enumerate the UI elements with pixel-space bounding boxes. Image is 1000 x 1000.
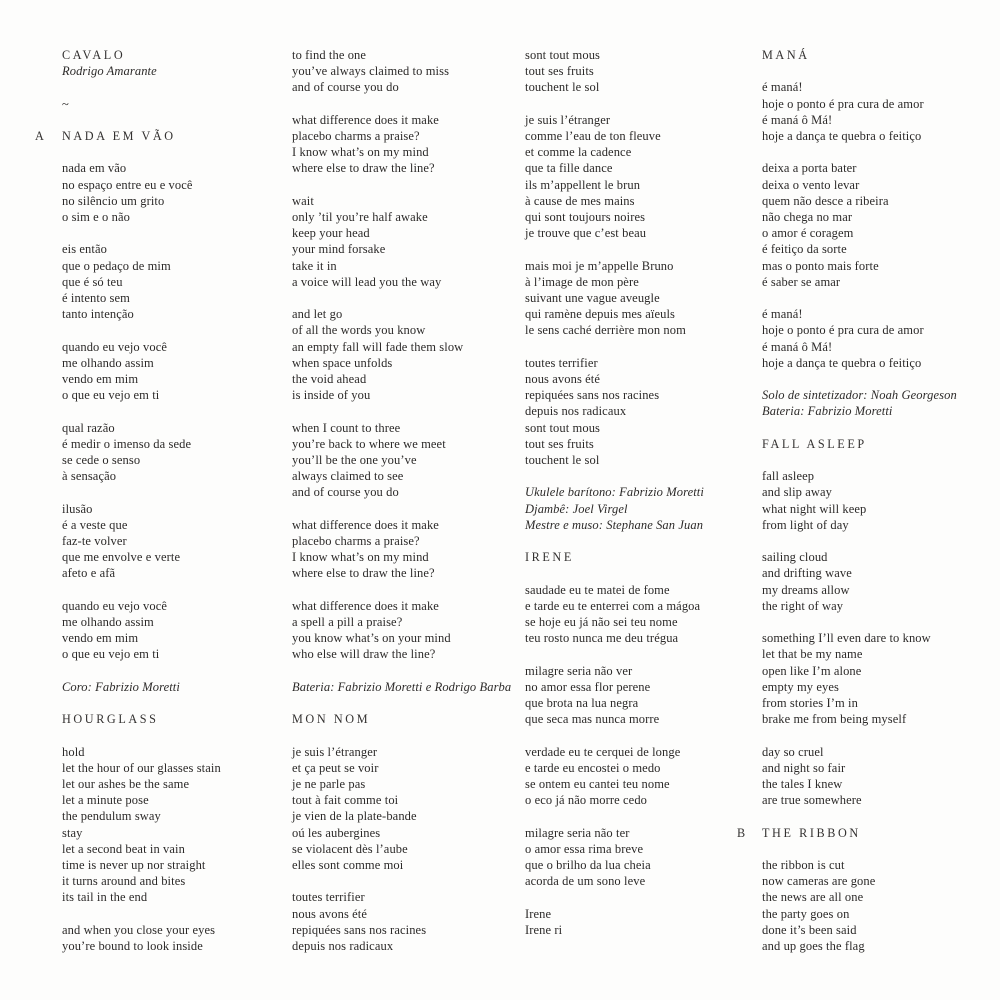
lyric-line: nous avons été: [525, 372, 600, 387]
song-title: [525, 549, 704, 565]
stanza: [762, 857, 957, 954]
stanza: [525, 47, 704, 96]
lyric-line: teu rosto nunca me deu trégua: [525, 631, 679, 646]
lyric-line: tanto intenção: [62, 307, 134, 322]
lyric-line: é maná!: [762, 80, 803, 95]
stanza: [525, 663, 704, 728]
lyric-line: and when you close your eyes: [62, 922, 216, 937]
stanza: [762, 630, 957, 727]
lyric-line: à l’image de mon père: [525, 274, 639, 289]
lyric-line: no silêncio um grito: [62, 193, 165, 208]
stanza: [525, 355, 704, 468]
lyric-line: et ça peut se voir: [292, 760, 379, 775]
stanza: [292, 889, 511, 954]
lyric-line: não chega no mar: [762, 210, 853, 224]
lyric-line: from stories I’m in: [762, 696, 858, 710]
lyric-line: and slip away: [762, 485, 833, 500]
lyric-line: que o brilho da lua cheia: [525, 858, 651, 873]
lyric-line: me olhando assim: [62, 614, 154, 629]
credit-line: Bateria: Fabrizio Moretti e Rodrigo Barba: [292, 679, 512, 694]
lyric-line: placebo charms a praise?: [292, 129, 420, 143]
lyric-line: a voice will lead you the way: [292, 274, 442, 289]
lyric-line: let a second beat in vain: [62, 841, 185, 856]
stanza: [525, 744, 704, 809]
stanza: [292, 112, 511, 177]
stanza: [762, 744, 957, 809]
lyric-line: who else will draw the line?: [292, 647, 436, 662]
lyrics-column-1: [35, 47, 221, 954]
lyric-line: ilusão: [62, 501, 93, 516]
lyric-line: the right of way: [762, 598, 844, 613]
stanza: [62, 598, 221, 663]
lyric-line: que brota na lua negra: [525, 696, 639, 711]
stanza: [525, 582, 704, 647]
stanza: [292, 517, 511, 582]
lyric-line: quem não desce a ribeira: [762, 193, 889, 208]
lyric-line: milagre seria não ver: [525, 663, 633, 678]
credit-line: Mestre e muso: Stephane San Juan: [525, 517, 704, 532]
lyric-line: nada em vão: [62, 161, 127, 176]
lyric-line: verdade eu te cerquei de longe: [525, 744, 681, 759]
lyric-line: e tarde eu te enterrei com a mágoa: [525, 598, 701, 613]
lyric-line: take it in: [292, 258, 337, 273]
lyrics-column-3: [525, 47, 704, 938]
lyric-line: you’ve always claimed to miss: [292, 64, 450, 79]
lyric-line: suivant une vague aveugle: [525, 291, 660, 306]
album-title: [62, 47, 221, 63]
lyric-line: o amor essa rima breve: [525, 841, 644, 856]
lyric-line: what difference does it make: [292, 112, 439, 127]
lyric-line: empty my eyes: [762, 679, 839, 694]
credit-block: [292, 679, 511, 695]
lyric-line: the pendulum sway: [62, 809, 161, 824]
lyric-line: é intento sem: [62, 290, 130, 305]
lyric-line: the party goes on: [762, 906, 850, 921]
lyric-line: je vien de la plate-bande: [292, 809, 417, 824]
lyric-line: depuis nos radicaux: [525, 404, 627, 419]
lyric-line: sailing cloud: [762, 550, 828, 565]
lyric-line: no amor essa flor perene: [525, 679, 651, 694]
lyrics-column-2: [292, 47, 511, 954]
lyric-line: your mind forsake: [292, 242, 386, 257]
lyric-line: que é só teu: [62, 274, 123, 289]
lyric-line: and let go: [292, 307, 343, 322]
lyric-line: done it’s been said: [762, 922, 857, 937]
lyric-line: o sim e o não: [62, 209, 130, 224]
lyric-line: je suis l’étranger: [292, 744, 378, 759]
lyric-line: I know what’s on my mind: [292, 145, 429, 160]
lyric-line: Irene: [525, 906, 552, 921]
lyric-line: é maná ô Má!: [762, 339, 833, 354]
credit-line: Solo de sintetizador: Noah Georgeson: [762, 388, 957, 403]
lyric-line: que me envolve e verte: [62, 550, 181, 565]
lyric-line: me olhando assim: [62, 355, 154, 370]
lyric-line: the ribbon is cut: [762, 857, 845, 872]
lyric-line: comme l’eau de ton fleuve: [525, 129, 661, 143]
album-artist: [62, 63, 221, 79]
lyric-line: acorda de um sono leve: [525, 874, 646, 889]
song-title-text: MON NOM: [292, 712, 371, 727]
lyric-line: o eco já não morre cedo: [525, 793, 648, 808]
lyric-line: and up goes the flag: [762, 939, 865, 953]
lyric-line: afeto e afã: [62, 566, 116, 581]
stanza: [292, 420, 511, 501]
lyric-line: é maná ô Má!: [762, 112, 833, 127]
lyric-line: hoje o ponto é pra cura de amor: [762, 96, 924, 111]
lyric-line: hoje a dança te quebra o feitiço: [762, 355, 922, 370]
lyric-line: its tail in the end: [62, 890, 148, 905]
stanza: [762, 306, 957, 371]
lyric-line: let the hour of our glasses stain: [62, 760, 221, 775]
lyric-line: mais moi je m’appelle Bruno: [525, 258, 674, 273]
stanza: [62, 501, 221, 582]
lyric-line: something I’ll even dare to know: [762, 631, 931, 646]
lyric-line: let our ashes be the same: [62, 776, 190, 791]
lyric-line: always claimed to see: [292, 469, 404, 484]
lyric-line: and night so fair: [762, 760, 846, 775]
song-title-text: THE RIBBON: [762, 825, 861, 840]
lyric-line: is inside of you: [292, 388, 371, 403]
stanza: [292, 598, 511, 663]
lyric-line: and of course you do: [292, 80, 399, 95]
lyric-line: fall asleep: [762, 469, 815, 484]
lyric-line: se hoje eu já não sei teu nome: [525, 615, 678, 630]
lyric-line: hold: [62, 744, 85, 759]
stanza: [62, 420, 221, 485]
lyric-line: placebo charms a praise?: [292, 534, 420, 549]
lyric-line: le sens caché derrière mon nom: [525, 323, 686, 338]
stanza: [62, 160, 221, 225]
lyric-line: sont tout mous: [525, 420, 601, 435]
lyric-line: now cameras are gone: [762, 874, 876, 889]
lyric-line: the tales I knew: [762, 777, 843, 791]
lyric-line: touchent le sol: [525, 80, 600, 95]
lyric-line: milagre seria não ter: [525, 825, 630, 840]
song-title-text: NADA EM VÃO: [62, 128, 176, 143]
lyric-line: se ontem eu cantei teu nome: [525, 777, 670, 792]
lyric-line: o amor é coragem: [762, 226, 854, 241]
lyric-line: e tarde eu encostei o medo: [525, 760, 661, 775]
lyric-line: my dreams allow: [762, 582, 850, 597]
lyric-line: stay: [62, 825, 83, 840]
lyric-line: what difference does it make: [292, 598, 439, 613]
stanza: [525, 906, 704, 938]
stanza: [292, 744, 511, 874]
stanza: [525, 258, 704, 339]
lyric-line: time is never up nor straight: [62, 857, 206, 872]
lyric-line: oú les aubergines: [292, 825, 381, 840]
lyric-line: que ta fille dance: [525, 161, 613, 176]
lyric-line: je suis l’étranger: [525, 112, 611, 127]
lyric-line: are true somewhere: [762, 793, 862, 808]
lyric-line: brake me from being myself: [762, 712, 907, 727]
lyric-line: let that be my name: [762, 647, 863, 662]
song-title-text: IRENE: [525, 550, 574, 565]
credit-line: Bateria: Fabrizio Moretti: [762, 404, 893, 419]
lyric-line: an empty fall will fade them slow: [292, 339, 464, 354]
lyric-line: toutes terrifier: [292, 890, 365, 905]
lyric-line: where else to draw the line?: [292, 161, 435, 176]
lyric-line: you know what’s on your mind: [292, 631, 451, 646]
stanza: [292, 306, 511, 403]
stanza: [762, 79, 957, 144]
song-title: [292, 711, 511, 727]
lyric-line: se violacent dès l’aube: [292, 841, 408, 856]
lyric-line: a spell a pill a praise?: [292, 615, 403, 630]
lyric-line: depuis nos radicaux: [292, 939, 394, 954]
lyric-line: tout à fait comme toi: [292, 793, 399, 808]
credit-line: Ukulele barítono: Fabrizio Moretti: [525, 485, 704, 500]
credit-block: [62, 679, 221, 695]
song-title: [35, 128, 221, 144]
song-title-text: CAVALO: [62, 48, 126, 62]
lyric-line: hoje a dança te quebra o feitiço: [762, 129, 922, 143]
stanza: [762, 549, 957, 614]
lyric-line: que seca mas nunca morre: [525, 712, 660, 727]
song-title-text: HOURGLASS: [62, 712, 159, 727]
lyric-line: je trouve que c’est beau: [525, 226, 647, 241]
lyric-line: quando eu vejo você: [62, 339, 167, 354]
lyric-line: hoje o ponto é pra cura de amor: [762, 323, 924, 338]
lyric-line: when I count to three: [292, 420, 401, 435]
lyric-line: Irene ri: [525, 922, 563, 937]
lyric-line: o que eu vejo em ti: [62, 388, 160, 403]
lyric-line: open like I’m alone: [762, 663, 862, 678]
lyric-line: the void ahead: [292, 372, 367, 387]
lyric-line: ~: [62, 96, 69, 111]
lyric-line: repiquées sans nos racines: [292, 922, 427, 937]
lyric-line: wait: [292, 193, 314, 208]
lyric-line: no espaço entre eu e você: [62, 177, 193, 192]
credit-line: Rodrigo Amarante: [62, 64, 157, 79]
lyric-line: the news are all one: [762, 890, 864, 905]
lyric-line: faz-te volver: [62, 533, 127, 548]
side-marker-b: B: [737, 825, 746, 840]
lyric-line: deixa o vento levar: [762, 177, 860, 192]
lyric-line: you’re bound to look inside: [62, 938, 203, 953]
side-marker-a: A: [35, 128, 44, 143]
lyric-line: of all the words you know: [292, 323, 426, 338]
lyric-line: que o pedaço de mim: [62, 258, 171, 273]
lyric-line: tout ses fruits: [525, 64, 594, 79]
lyric-line: mas o ponto mais forte: [762, 258, 879, 273]
song-title-text: FALL ASLEEP: [762, 436, 867, 451]
lyric-line: deixa a porta bater: [762, 161, 857, 176]
stanza: [525, 825, 704, 890]
lyric-line: elles sont comme moi: [292, 858, 404, 873]
credit-block: [762, 387, 957, 419]
lyric-line: é medir o imenso da sede: [62, 436, 192, 451]
song-title: [737, 825, 957, 841]
lyric-line: saudade eu te matei de fome: [525, 582, 670, 597]
lyric-line: nous avons été: [292, 906, 367, 921]
stanza: [762, 160, 957, 290]
lyric-line: I know what’s on my mind: [292, 550, 429, 565]
lyric-line: é a veste que: [62, 517, 128, 532]
song-title: [762, 47, 957, 63]
lyric-line: qual razão: [62, 420, 115, 435]
song-title-text: MANÁ: [762, 48, 810, 62]
lyric-line: day so cruel: [762, 744, 824, 759]
lyric-line: from light of day: [762, 517, 849, 532]
lyric-line: tout ses fruits: [525, 436, 594, 451]
lyric-line: vendo em mim: [62, 631, 139, 646]
stanza: [62, 241, 221, 322]
lyric-line: qui sont toujours noires: [525, 210, 646, 225]
lyric-line: ils m’appellent le brun: [525, 177, 641, 192]
lyrics-column-4: [737, 47, 957, 954]
lyric-line: vendo em mim: [62, 371, 139, 386]
lyric-line: qui ramène depuis mes aïeuls: [525, 307, 675, 322]
lyric-line: sont tout mous: [525, 48, 601, 62]
lyric-line: je ne parle pas: [292, 777, 366, 791]
lyric-line: it turns around and bites: [62, 874, 186, 889]
lyric-line: you’ll be the one you’ve: [292, 453, 417, 468]
lyric-line: toutes terrifier: [525, 355, 598, 370]
lyric-line: keep your head: [292, 226, 370, 241]
lyric-line: é saber se amar: [762, 274, 841, 289]
lyric-line: and drifting wave: [762, 566, 852, 581]
stanza: [525, 112, 704, 242]
lyric-line: et comme la cadence: [525, 145, 632, 160]
lyric-line: what difference does it make: [292, 517, 439, 532]
stanza: [762, 468, 957, 533]
lyric-line: let a minute pose: [62, 793, 149, 808]
lyric-line: é feitiço da sorte: [762, 242, 847, 257]
lyric-line: you’re back to where we meet: [292, 436, 446, 451]
lyric-line: where else to draw the line?: [292, 566, 435, 581]
stanza: [62, 922, 221, 954]
lyric-line: é maná!: [762, 307, 803, 322]
stanza: [62, 744, 221, 906]
lyric-line: quando eu vejo você: [62, 598, 167, 613]
lyric-line: what night will keep: [762, 501, 867, 516]
song-title: [62, 711, 221, 727]
lyric-line: se cede o senso: [62, 452, 141, 467]
lyric-line: eis então: [62, 242, 107, 257]
lyric-line: when space unfolds: [292, 355, 393, 370]
song-title: [762, 436, 957, 452]
lyric-line: repiquées sans nos racines: [525, 388, 660, 403]
lyric-line: o que eu vejo em ti: [62, 647, 160, 662]
credit-line: Djambê: Joel Virgel: [525, 501, 628, 516]
lyric-line: and of course you do: [292, 485, 399, 500]
lyric-line: à sensação: [62, 469, 117, 484]
tilde-divider: [62, 96, 221, 112]
credit-block: [525, 484, 704, 533]
lyric-line: to find the one: [292, 48, 367, 62]
credit-line: Coro: Fabrizio Moretti: [62, 679, 180, 694]
stanza: [62, 339, 221, 404]
lyric-line: only ’til you’re half awake: [292, 210, 428, 224]
lyric-line: touchent le sol: [525, 453, 600, 468]
stanza: [292, 47, 511, 96]
lyric-line: à cause de mes mains: [525, 193, 635, 208]
stanza: [292, 193, 511, 290]
